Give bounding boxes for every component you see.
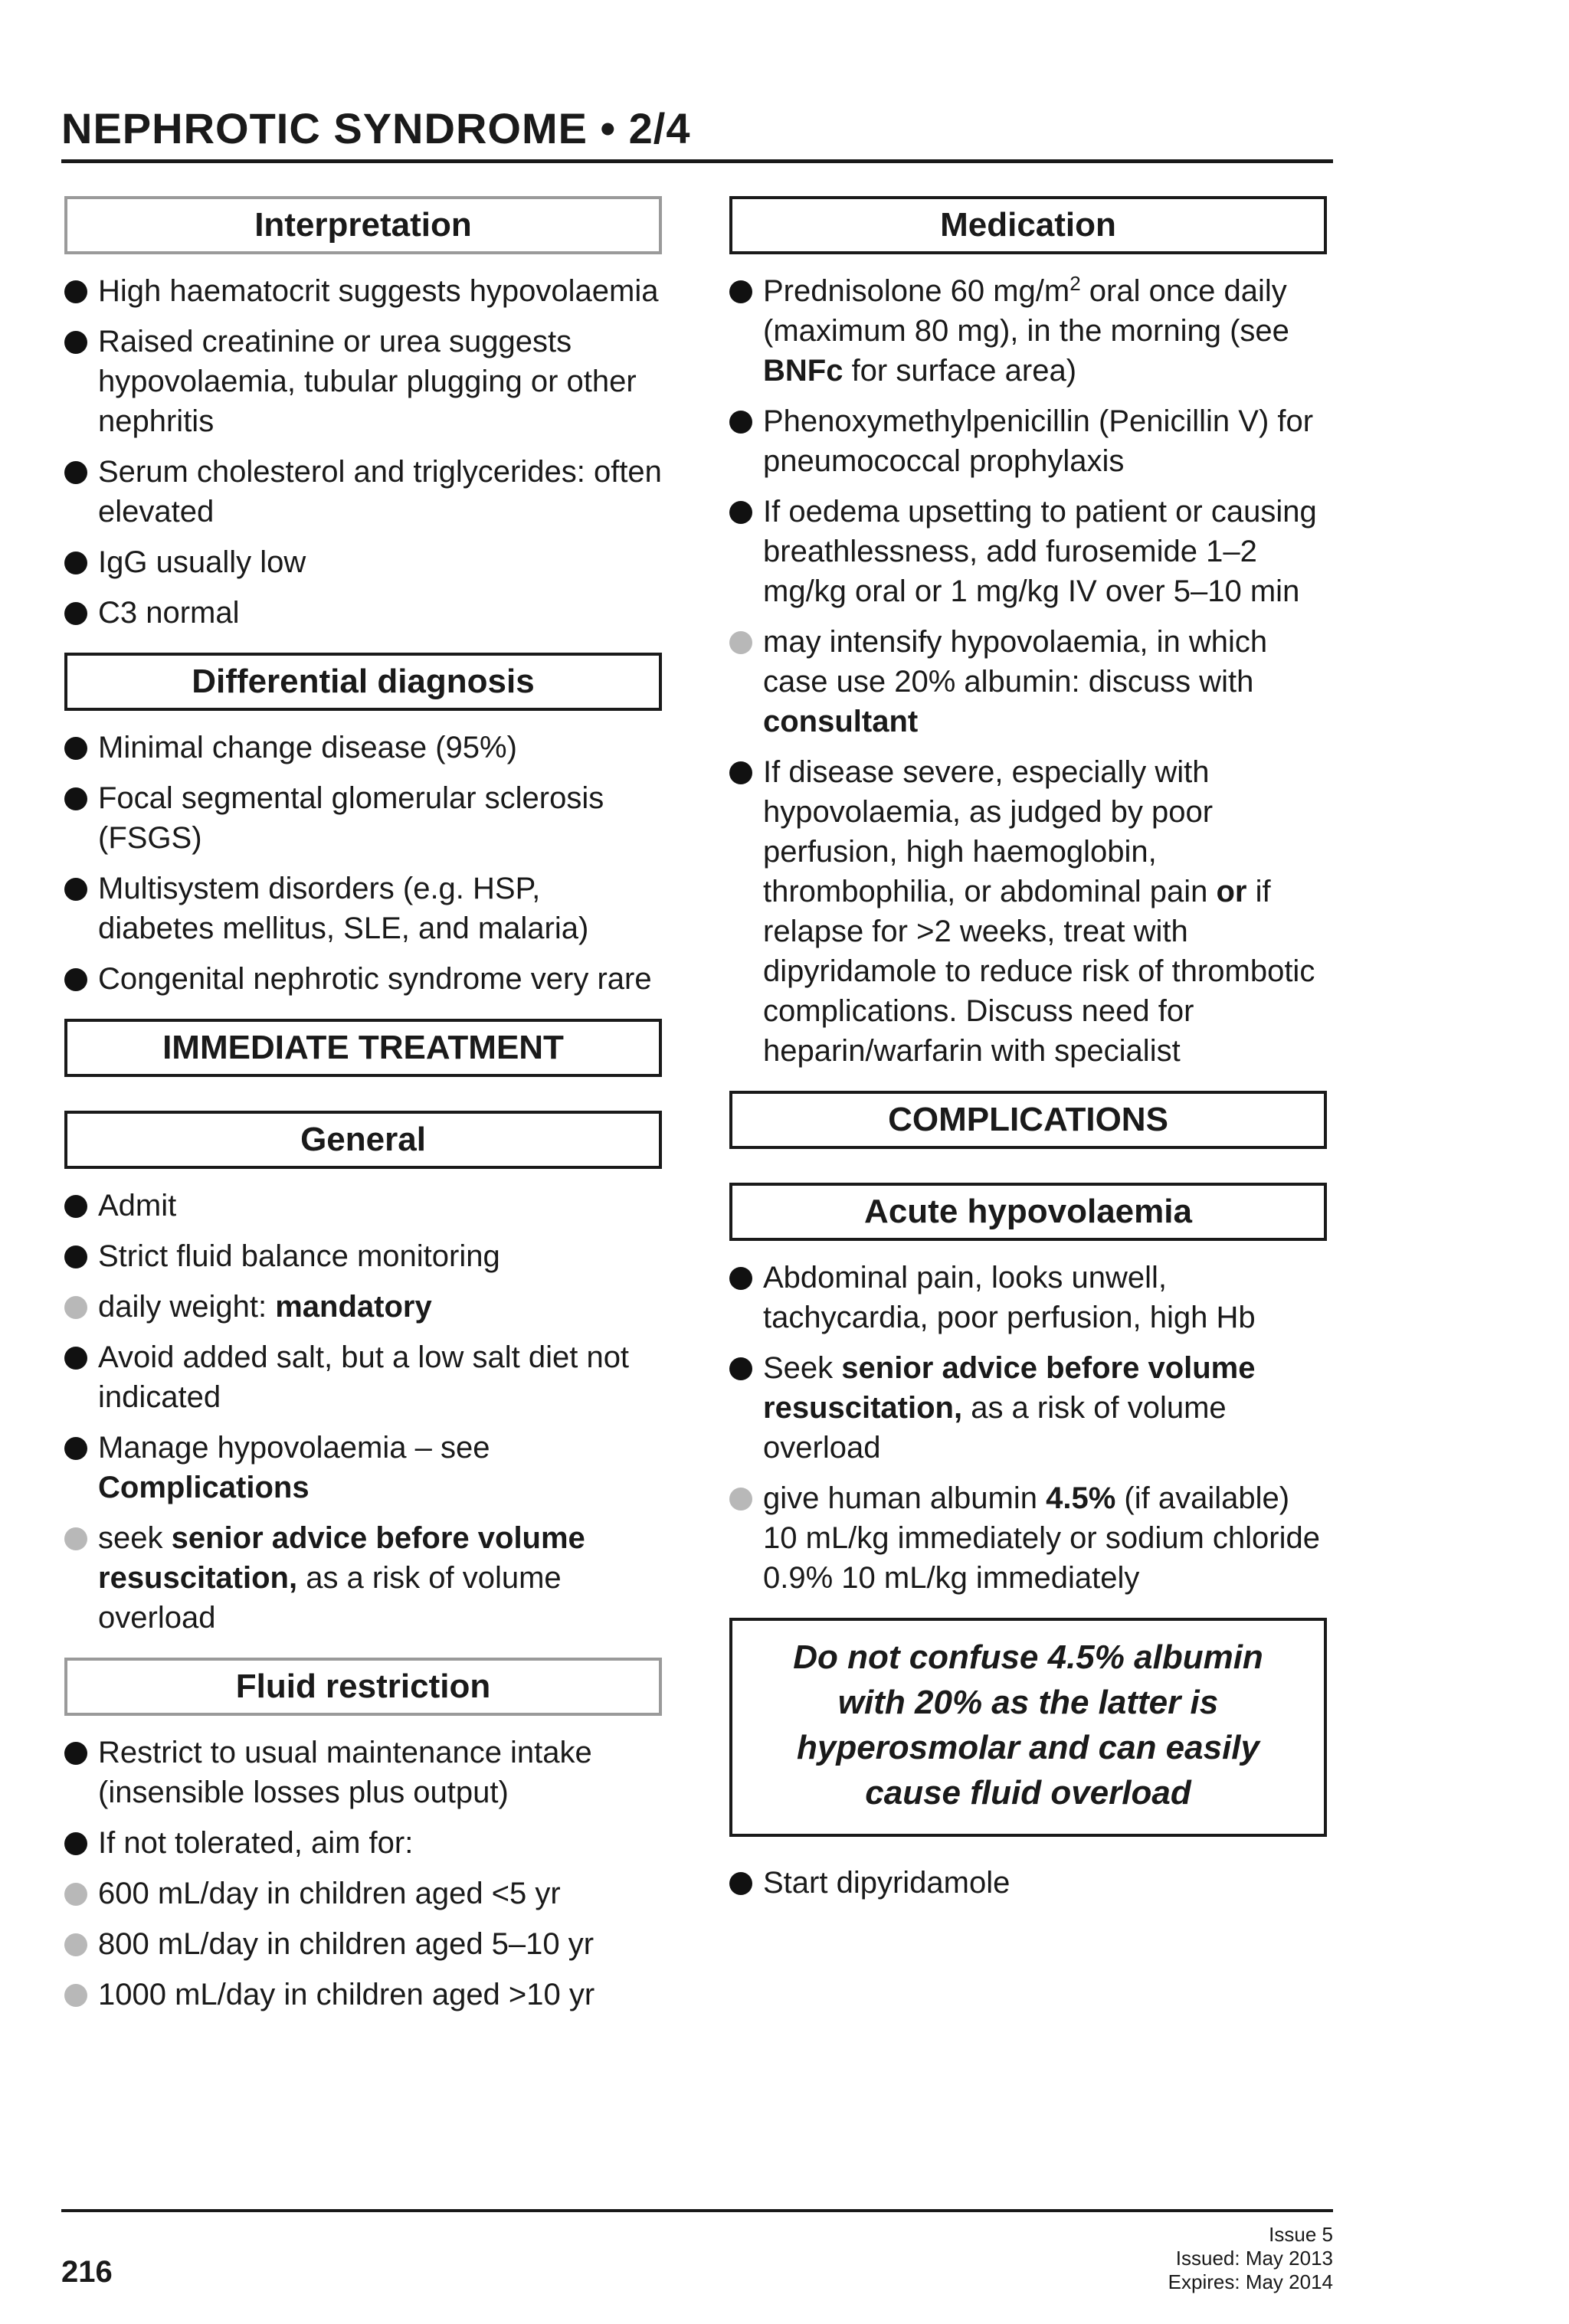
immediate-treatment-heading: IMMEDIATE TREATMENT: [64, 1019, 662, 1077]
list-item: Serum cholesterol and triglycerides: often elevated: [64, 452, 662, 532]
expiry-date: Expires: May 2014: [1168, 2270, 1333, 2293]
footer-divider: [61, 2209, 1333, 2212]
issued-date: Issued: May 2013: [1175, 2247, 1333, 2270]
general-list: [64, 1186, 662, 1638]
list-item: C3 normal: [64, 593, 662, 633]
list-item: Seek senior advice before volume resuscitation, as a risk of volume overload: [729, 1348, 1327, 1468]
list-item: If oedema upsetting to patient or causing breathlessness, add furosemide 1–2 mg/kg oral or 1 mg/kg IV over 5–10 min: [729, 492, 1327, 611]
list-item: 1000 mL/day in children aged >10 yr: [64, 1975, 662, 2015]
differential-list: [64, 728, 662, 999]
list-item: give human albumin 4.5% (if available) 10 mL/kg immediately or sodium chloride 0.9% 10 mL/kg immediately: [729, 1478, 1327, 1598]
acute-hypovolaemia-list: [729, 1258, 1327, 1598]
list-item: Raised creatinine or urea suggests hypovolaemia, tubular plugging or other nephritis: [64, 322, 662, 441]
list-item: Minimal change disease (95%): [64, 728, 662, 768]
medication-heading: Medication: [729, 196, 1327, 254]
list-item: 800 mL/day in children aged 5–10 yr: [64, 1924, 662, 1964]
interpretation-heading: Interpretation: [64, 196, 662, 254]
title-divider: [61, 159, 1333, 163]
acute-hypovolaemia-heading: Acute hypovolaemia: [729, 1183, 1327, 1241]
issue-number: Issue 5: [1269, 2223, 1333, 2246]
fluid-restriction-heading: Fluid restriction: [64, 1658, 662, 1716]
list-item: Multisystem disorders (e.g. HSP, diabetes mellitus, SLE, and malaria): [64, 869, 662, 948]
list-item: Prednisolone 60 $mg/m^2$ oral once daily (maximum 80 mg), in the morning (see BNFc for surface area): [729, 271, 1327, 391]
left-column: [64, 196, 662, 2015]
list-item: Manage hypovolaemia – see Complications: [64, 1428, 662, 1507]
dipyridamole-list: [729, 1863, 1327, 1903]
complications-heading: COMPLICATIONS: [729, 1091, 1327, 1149]
list-item: Strict fluid balance monitoring: [64, 1236, 662, 1276]
list-item: If not tolerated, aim for:: [64, 1823, 662, 1863]
albumin-warning-box: Do not confuse 4.5% albumin with 20% as the latter is hyperosmolar and can easily cause fluid overload: [729, 1618, 1327, 1837]
issue-info: [1168, 2223, 1333, 2294]
list-item: High haematocrit suggests hypovolaemia: [64, 271, 662, 311]
fluid-restriction-list: [64, 1733, 662, 2015]
list-item: Congenital nephrotic syndrome very rare: [64, 959, 662, 999]
list-item: Avoid added salt, but a low salt diet not indicated: [64, 1337, 662, 1417]
list-item: 600 mL/day in children aged <5 yr: [64, 1874, 662, 1913]
list-item: Phenoxymethylpenicillin (Penicillin V) for pneumococcal prophylaxis: [729, 401, 1327, 481]
list-item: IgG usually low: [64, 542, 662, 582]
list-item: Restrict to usual maintenance intake (insensible losses plus output): [64, 1733, 662, 1812]
differential-diagnosis-heading: Differential diagnosis: [64, 653, 662, 711]
list-item: may intensify hypovolaemia, in which case use 20% albumin: discuss with consultant: [729, 622, 1327, 741]
medication-list: [729, 271, 1327, 1071]
list-item: Focal segmental glomerular sclerosis (FSGS): [64, 778, 662, 858]
list-item: daily weight: mandatory: [64, 1287, 662, 1327]
list-item: Abdominal pain, looks unwell, tachycardia, poor perfusion, high Hb: [729, 1258, 1327, 1337]
list-item: Admit: [64, 1186, 662, 1226]
list-item: If disease severe, especially with hypovolaemia, as judged by poor perfusion, high haemoglobin, thrombophilia, or abdominal pain or if relapse for >2 weeks, treat with dipyridamole to reduce risk of thrombotic complications. Discuss need for heparin/warfarin with specialist: [729, 752, 1327, 1071]
page-number: 216: [61, 2255, 113, 2289]
page-title: NEPHROTIC SYNDROME • 2/4: [61, 104, 691, 152]
list-item: Start dipyridamole: [729, 1863, 1327, 1903]
right-column: [729, 196, 1327, 1903]
list-item: seek senior advice before volume resuscitation, as a risk of volume overload: [64, 1518, 662, 1638]
general-heading: General: [64, 1111, 662, 1169]
interpretation-list: [64, 271, 662, 633]
